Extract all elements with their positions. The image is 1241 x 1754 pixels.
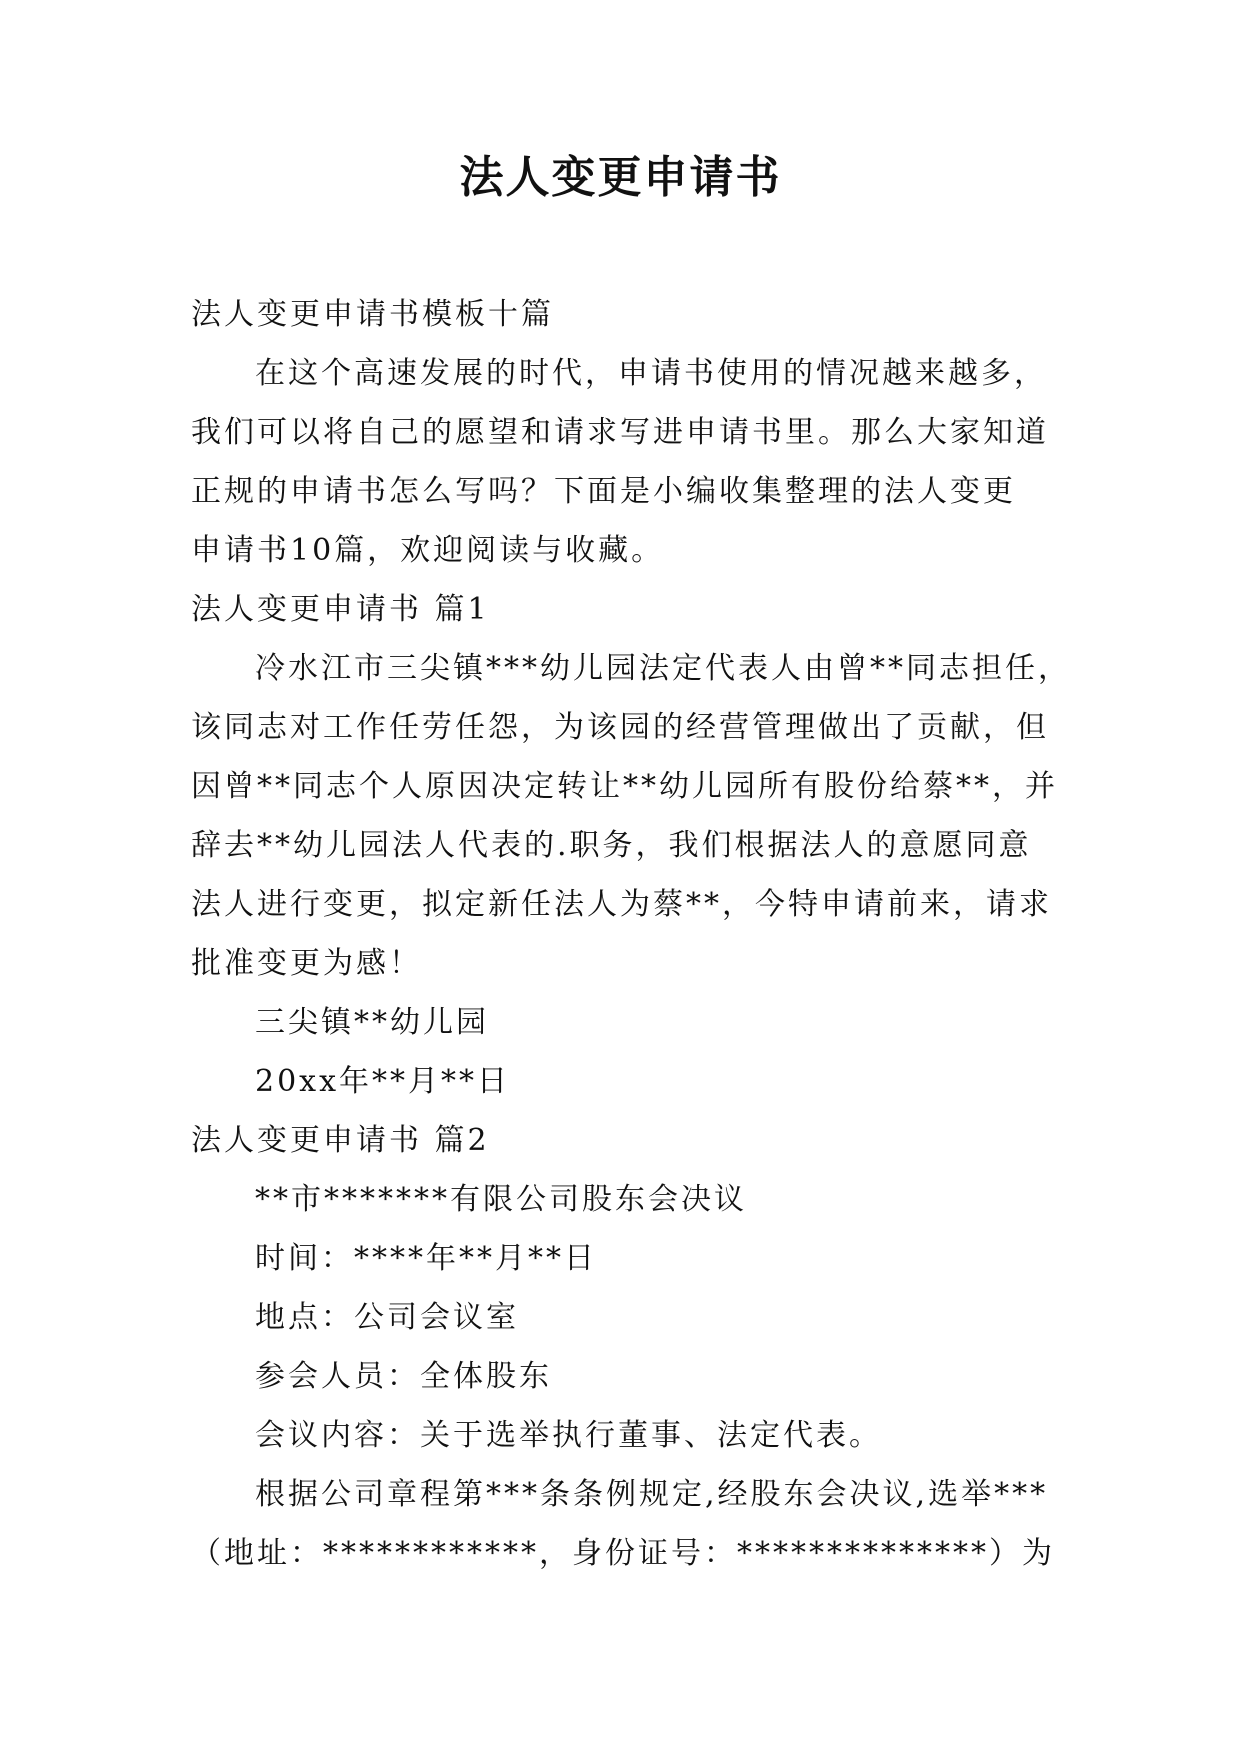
paragraph-line: 该同志对工作任劳任怨，为该园的经营管理做出了贡献，但 — [191, 710, 1049, 745]
paragraph-line: 会议内容：关于选举执行董事、法定代表。 — [255, 1418, 882, 1453]
paragraph-line: （地址：************，身份证号：**************）为 — [191, 1536, 1055, 1571]
paragraph-line: 时间：****年**月**日 — [255, 1241, 597, 1276]
paragraph-line: 因曾**同志个人原因决定转让**幼儿园所有股份给蔡**，并 — [191, 769, 1058, 804]
paragraph-line: 申请书10篇，欢迎阅读与收藏。 — [191, 533, 665, 568]
paragraph-line: 冷水江市三尖镇***幼儿园法定代表人由曾**同志担任， — [255, 651, 1071, 686]
paragraph-line: 我们可以将自己的愿望和请求写进申请书里。那么大家知道 — [191, 415, 1049, 450]
paragraph-line: **市*******有限公司股东会决议 — [255, 1182, 747, 1217]
paragraph-line: 在这个高速发展的时代，申请书使用的情况越来越多， — [255, 356, 1047, 391]
paragraph-line: 正规的申请书怎么写吗？下面是小编收集整理的法人变更 — [191, 474, 1016, 509]
signature-org: 三尖镇**幼儿园 — [255, 1005, 489, 1040]
paragraph-line: 辞去**幼儿园法人代表的.职务，我们根据法人的意愿同意 — [191, 828, 1032, 863]
document-body — [191, 285, 1071, 1583]
section-heading: 法人变更申请书 篇2 — [191, 1123, 490, 1158]
paragraph-line: 根据公司章程第***条条例规定,经股东会决议,选举*** — [255, 1477, 1049, 1512]
document-title: 法人变更申请书 — [459, 152, 782, 203]
section-heading: 法人变更申请书模板十篇 — [191, 297, 554, 332]
paragraph-line: 地点：公司会议室 — [255, 1300, 519, 1335]
paragraph-line: 参会人员：全体股东 — [255, 1359, 552, 1394]
section-heading: 法人变更申请书 篇1 — [191, 592, 490, 627]
paragraph-line: 法人进行变更，拟定新任法人为蔡**，今特申请前来，请求 — [191, 887, 1052, 922]
signature-date: 20xx年**月**日 — [255, 1064, 511, 1099]
paragraph-line: 批准变更为感！ — [191, 946, 422, 981]
